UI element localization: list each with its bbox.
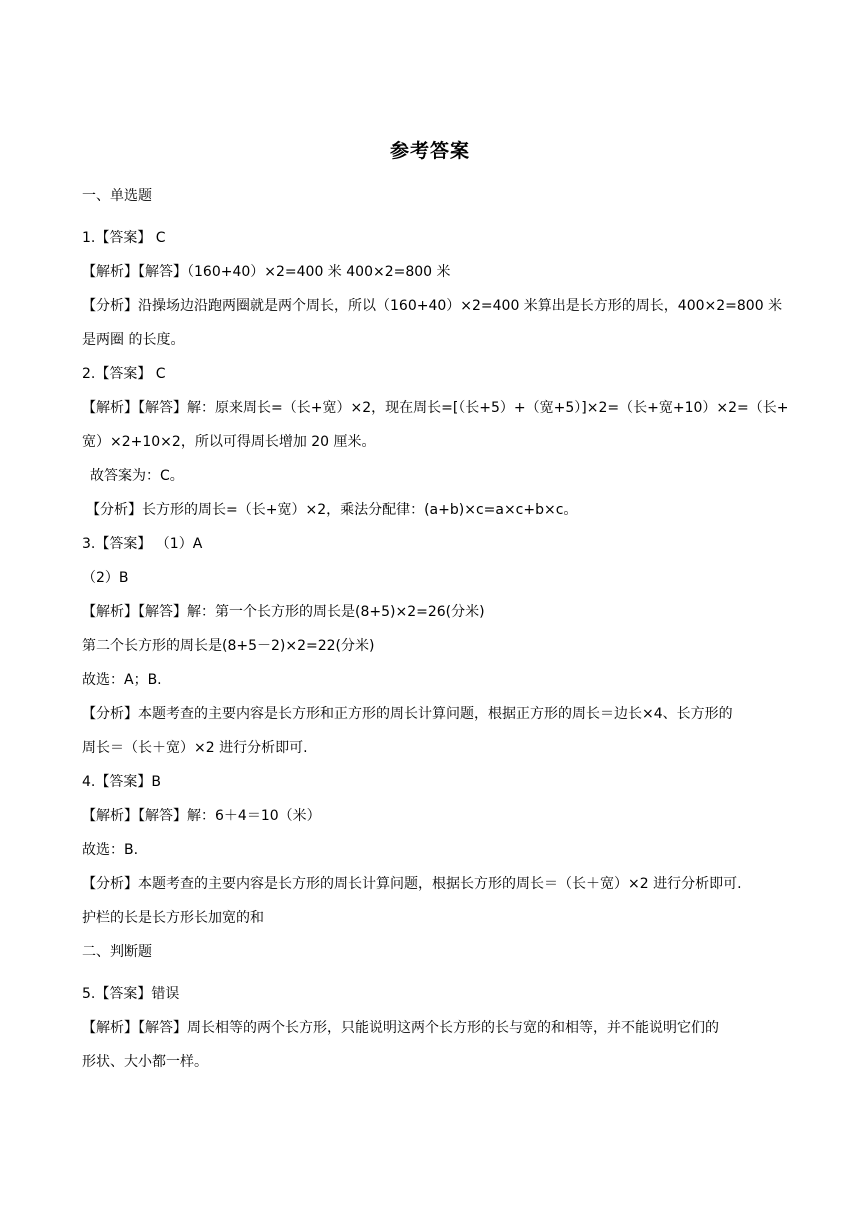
q1-fenxi-line1: 【分析】沿操场边沿跑两圈就是两个周长，所以（160+40）×2=400 米算出是长方形的周长，400×2=800 米 (82, 298, 783, 314)
section-heading-true-false: 二、判断题 (82, 944, 152, 960)
q4-conclusion: 故选：B. (82, 842, 139, 858)
q2-conclusion: 故答案为：C。 (90, 468, 184, 484)
q5-analysis-line1: 【解析】【解答】周长相等的两个长方形，只能说明这两个长方形的长与宽的和相等，并不能说明它们的 (82, 1020, 719, 1036)
page-title: 参考答案 (389, 140, 470, 162)
q2-analysis-line1: 【解析】【解答】解：原来周长=（长+宽）×2，现在周长=[（长+5）+（宽+5）]×2=（长+宽+10）×2=（长+ (82, 400, 789, 416)
q2-answer: 2.【答案】 C (82, 366, 166, 382)
q3-analysis-line1: 【解析】【解答】解：第一个长方形的周长是(8+5)×2=26(分米) (82, 604, 485, 620)
q1-fenxi-line2: 是两圈 的长度。 (82, 332, 185, 348)
q1-analysis: 【解析】【解答】（160+40）×2=400 米 400×2=800 米 (82, 264, 451, 280)
q3-answer: 3.【答案】 （1）A (82, 536, 203, 552)
q4-fenxi-line1: 【分析】本题考查的主要内容是长方形的周长计算问题，根据长方形的周长＝（长＋宽）×2 进行分析即可. (82, 876, 742, 892)
q4-answer: 4.【答案】B (82, 774, 161, 790)
q3-answer-part2: （2）B (82, 570, 129, 586)
section-heading-single-choice: 一、单选题 (82, 188, 152, 204)
q2-analysis-line2: 宽）×2+10×2，所以可得周长增加 20 厘米。 (82, 434, 376, 450)
q3-fenxi-line2: 周长＝（长＋宽）×2 进行分析即可. (82, 740, 308, 756)
q3-fenxi-line1: 【分析】本题考查的主要内容是长方形和正方形的周长计算问题，根据正方形的周长＝边长×4、长方形的 (82, 706, 733, 722)
q4-analysis: 【解析】【解答】解：6＋4＝10（米） (82, 808, 321, 824)
q4-fenxi-line2: 护栏的长是长方形长加宽的和 (82, 910, 264, 926)
q1-answer: 1.【答案】 C (82, 230, 166, 246)
q3-analysis-line2: 第二个长方形的周长是(8+5－2)×2=22(分米) (82, 638, 375, 654)
q3-conclusion: 故选：A；B. (82, 672, 162, 688)
q2-fenxi: 【分析】长方形的周长=（长+宽）×2，乘法分配律：(a+b)×c=a×c+b×c。 (86, 502, 578, 518)
q5-analysis-line2: 形状、大小都一样。 (82, 1054, 208, 1070)
q5-answer: 5.【答案】错误 (82, 986, 180, 1002)
